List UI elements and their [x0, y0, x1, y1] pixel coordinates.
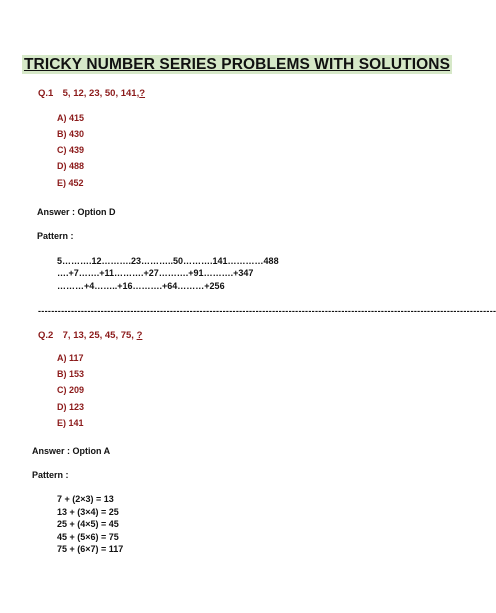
pattern-line: 7 + (2×3) = 13: [57, 494, 114, 504]
option-a: A) 415: [57, 113, 85, 123]
question-mark: ?: [139, 88, 146, 99]
option-b: B) 430: [57, 129, 85, 139]
option-c: C) 439: [57, 145, 85, 155]
question-number: Q.2: [38, 330, 54, 341]
pattern-label: Pattern :: [37, 231, 74, 241]
pattern-line: ………+4……..+16……….+64………+256: [57, 281, 225, 291]
answer-line: Answer : Option A: [32, 446, 111, 456]
option-e: E) 141: [57, 418, 84, 428]
option-d: D) 488: [57, 161, 85, 171]
pattern-line: 5……….12……….23………..50……….141…………488: [57, 256, 279, 266]
section-divider: -------------------------------------------------------------------------------------------------------------------------------------------: [38, 306, 496, 316]
question-series: 5, 12, 23, 50, 141,: [62, 88, 140, 99]
pattern-line: 75 + (6×7) = 117: [57, 544, 124, 554]
pattern-label: Pattern :: [32, 470, 69, 480]
answer-line: Answer : Option D: [37, 207, 116, 217]
pattern-line: 25 + (4×5) = 45: [57, 519, 119, 529]
question-1: [38, 88, 145, 99]
option-b: B) 153: [57, 369, 85, 379]
option-d: D) 123: [57, 402, 85, 412]
option-c: C) 209: [57, 385, 85, 395]
pattern-line: ….+7…….+11……….+27……….+91……….+347: [57, 268, 254, 278]
pattern-line: 13 + (3×4) = 25: [57, 507, 119, 517]
option-a: A) 117: [57, 353, 84, 363]
question-2: [38, 330, 142, 341]
question-series: 7, 13, 25, 45, 75,: [62, 330, 134, 341]
option-e: E) 452: [57, 178, 84, 188]
question-number: Q.1: [38, 88, 54, 99]
pattern-line: 45 + (5×6) = 75: [57, 532, 119, 542]
question-mark: ?: [136, 330, 143, 341]
page-title: TRICKY NUMBER SERIES PROBLEMS WITH SOLUTIONS: [23, 56, 451, 73]
